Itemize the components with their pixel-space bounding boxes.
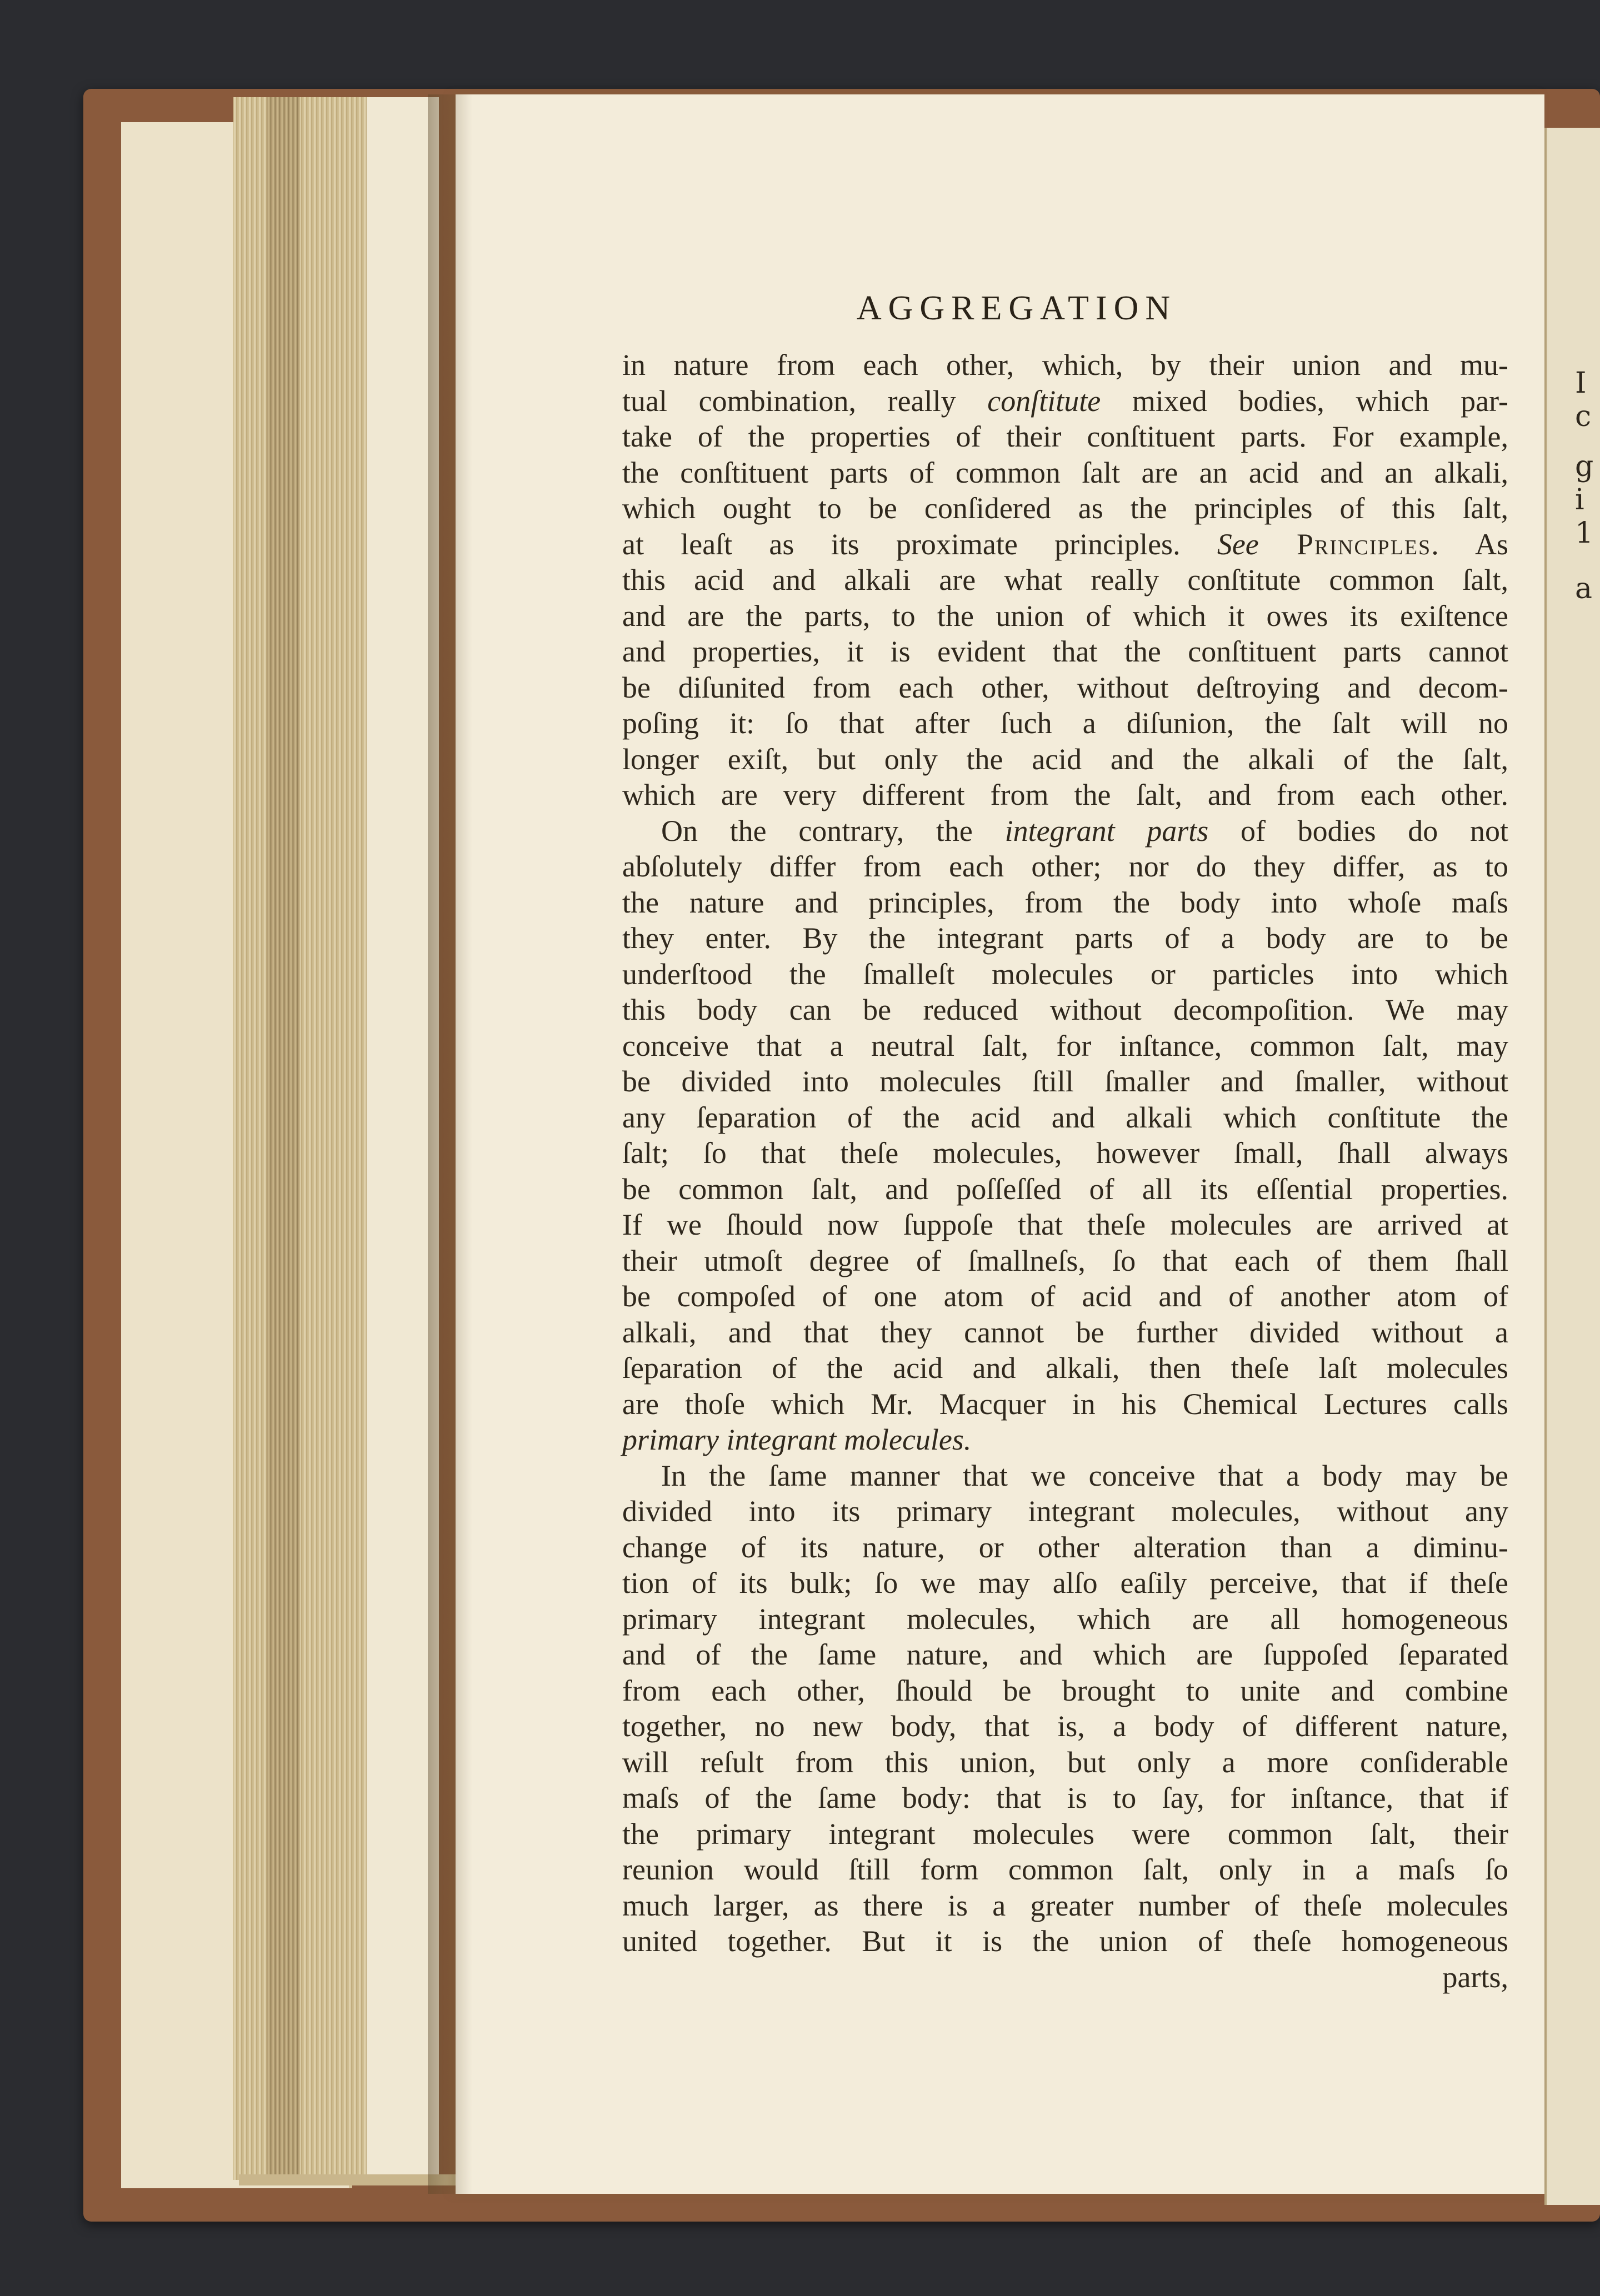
facing-page-letter: 1 [1575, 517, 1594, 550]
text-run: will reſult from this union, but only a more conſiderable [622, 1745, 1508, 1779]
text-line [622, 1279, 1508, 1315]
text-run: longer exiſt, but only the acid and the alkali of the ſalt, [622, 742, 1508, 776]
text-line [622, 705, 1508, 741]
text-line [622, 1064, 1508, 1100]
text-run: In the ſame manner that we conceive that a body may be [661, 1458, 1508, 1492]
text-line [622, 527, 1508, 563]
facing-page-edge [1544, 128, 1600, 2205]
small-caps-text: Principles. [1258, 527, 1440, 561]
text-line [622, 920, 1508, 956]
facing-page-letter: I [1575, 367, 1587, 400]
text-line [622, 813, 1508, 849]
text-line [622, 1816, 1508, 1852]
text-line [622, 992, 1508, 1028]
text-line [622, 1100, 1508, 1136]
page-edges-shadow [267, 97, 300, 2180]
text-run: the conſtituent parts of common ſalt are an acid and an alkali, [622, 455, 1508, 489]
gutter-shadow [428, 94, 472, 2194]
text-run: tual combination, really [622, 384, 988, 418]
text-line [622, 1601, 1508, 1637]
italic-text: conſtitute [987, 384, 1101, 418]
text-line [622, 1243, 1508, 1279]
text-run: conceive that a neutral ſalt, for inſtance, common ſalt, may [622, 1029, 1508, 1062]
text-run: underſtood the ſmalleſt molecules or particles into which [622, 957, 1508, 991]
text-run: change of its nature, or other alteration than a diminu- [622, 1530, 1508, 1564]
text-run: this body can be reduced without decompoſition. We may [622, 993, 1508, 1026]
text-run: are thoſe which Mr. Macquer in his Chemical Lectures calls [622, 1387, 1508, 1421]
text-line [622, 1852, 1508, 1888]
italic-text: primary integrant molecules. [622, 1423, 972, 1456]
italic-text: See [1217, 527, 1259, 561]
text-line [622, 1422, 1508, 1458]
facing-page-letter: i [1575, 483, 1584, 517]
text-line [622, 562, 1508, 598]
text-run: alkali, and that they cannot be further divided without a [622, 1315, 1508, 1349]
text-line [622, 1207, 1508, 1243]
text-run: and are the parts, to the union of which it owes its exiſtence [622, 599, 1508, 633]
text-line [622, 741, 1508, 778]
text-run: tion of its bulk; ſo we may alſo eaſily perceive, that if theſe [622, 1566, 1508, 1600]
text-run: abſolutely differ from each other; nor do they differ, as to [622, 850, 1508, 883]
text-run: united together. But it is the union of theſe homogeneous [622, 1924, 1508, 1958]
text-run: maſs of the ſame body: that is to ſay, for inſtance, that if [622, 1781, 1508, 1814]
text-line [622, 956, 1508, 992]
text-line [622, 634, 1508, 670]
text-line [622, 1565, 1508, 1601]
text-run: they enter. By the integrant parts of a body are to be [622, 921, 1508, 955]
text-run: which ought to be conſidered as the principles of this ſalt, [622, 492, 1508, 525]
text-line [622, 885, 1508, 921]
body-text [622, 347, 1508, 1995]
text-line [622, 1135, 1508, 1171]
text-line [622, 1493, 1508, 1530]
text-run: ſalt; ſo that theſe molecules, however ſmall, ſhall always [622, 1136, 1508, 1170]
text-run: this acid and alkali are what really conſtitute common ſalt, [622, 563, 1508, 596]
text-run: of bodies do not [1208, 814, 1508, 848]
text-run: As [1439, 527, 1508, 561]
text-line [622, 1637, 1508, 1673]
text-line [622, 1386, 1508, 1422]
text-line [622, 598, 1508, 634]
text-line [622, 670, 1508, 706]
text-line [622, 1028, 1508, 1064]
text-line [622, 1888, 1508, 1924]
text-line [622, 1530, 1508, 1566]
text-run: reunion would ſtill form common ſalt, only in a maſs ſo [622, 1853, 1508, 1886]
text-run: be divided into molecules ſtill ſmaller and ſmaller, without [622, 1065, 1508, 1098]
text-line [622, 419, 1508, 455]
text-line [622, 1923, 1508, 1959]
text-run: parts, [1442, 1960, 1508, 1994]
text-run: On the contrary, the [661, 814, 1005, 848]
text-run: their utmoſt degree of ſmallneſs, ſo that each of them ſhall [622, 1244, 1508, 1277]
text-run: ſeparation of the acid and alkali, then theſe laſt molecules [622, 1351, 1508, 1385]
text-run: at leaſt as its proximate principles. [622, 527, 1217, 561]
text-line [622, 455, 1508, 491]
text-run: take of the properties of their conſtituent parts. For example, [622, 420, 1508, 453]
facing-page-letter: a [1575, 572, 1593, 605]
text-line [622, 383, 1508, 419]
text-line [622, 1708, 1508, 1744]
text-run: much larger, as there is a greater number of theſe molecules [622, 1888, 1508, 1922]
text-run: and of the ſame nature, and which are ſuppoſed ſeparated [622, 1638, 1508, 1671]
text-line [622, 347, 1508, 383]
text-line [622, 1780, 1508, 1816]
text-run: any ſeparation of the acid and alkali which conſtitute the [622, 1100, 1508, 1134]
text-run: primary integrant molecules, which are all homogeneous [622, 1602, 1508, 1636]
facing-page-letter: c [1575, 400, 1592, 433]
text-line [622, 1171, 1508, 1207]
text-run: mixed bodies, which par- [1101, 384, 1508, 418]
text-run: be compoſed of one atom of acid and of another atom of [622, 1280, 1508, 1313]
text-run: divided into its primary integrant molecules, without any [622, 1495, 1508, 1528]
facing-page-letter: g [1575, 450, 1594, 483]
text-run: in nature from each other, which, by their union and mu- [622, 348, 1508, 382]
text-line [622, 849, 1508, 885]
running-head: AGGREGATION [856, 289, 1177, 327]
text-run: the primary integrant molecules were common ſalt, their [622, 1817, 1508, 1851]
text-run: poſing it: ſo that after ſuch a diſunion, the ſalt will no [622, 706, 1508, 740]
italic-text: integrant parts [1004, 814, 1209, 848]
text-run: together, no new body, that is, a body of different nature, [622, 1710, 1508, 1743]
text-run: the nature and principles, from the body into whoſe maſs [622, 885, 1508, 919]
text-line [622, 1959, 1508, 1996]
text-run: from each other, ſhould be brought to unite and combine [622, 1673, 1508, 1707]
text-line [622, 1458, 1508, 1494]
text-line [622, 1350, 1508, 1386]
text-run: be common ſalt, and poſſeſſed of all its eſſential properties. [622, 1172, 1508, 1206]
text-run: which are very different from the ſalt, and from each other. [622, 778, 1508, 811]
text-run: and properties, it is evident that the conſtituent parts cannot [622, 635, 1508, 668]
text-run: If we ſhould now ſuppoſe that theſe molecules are arrived at [622, 1208, 1508, 1241]
text-line [622, 490, 1508, 527]
text-line [622, 1744, 1508, 1781]
text-line [622, 1673, 1508, 1709]
text-run: be diſunited from each other, without deſtroying and decom- [622, 670, 1508, 704]
text-line [622, 777, 1508, 813]
text-line [622, 1315, 1508, 1351]
